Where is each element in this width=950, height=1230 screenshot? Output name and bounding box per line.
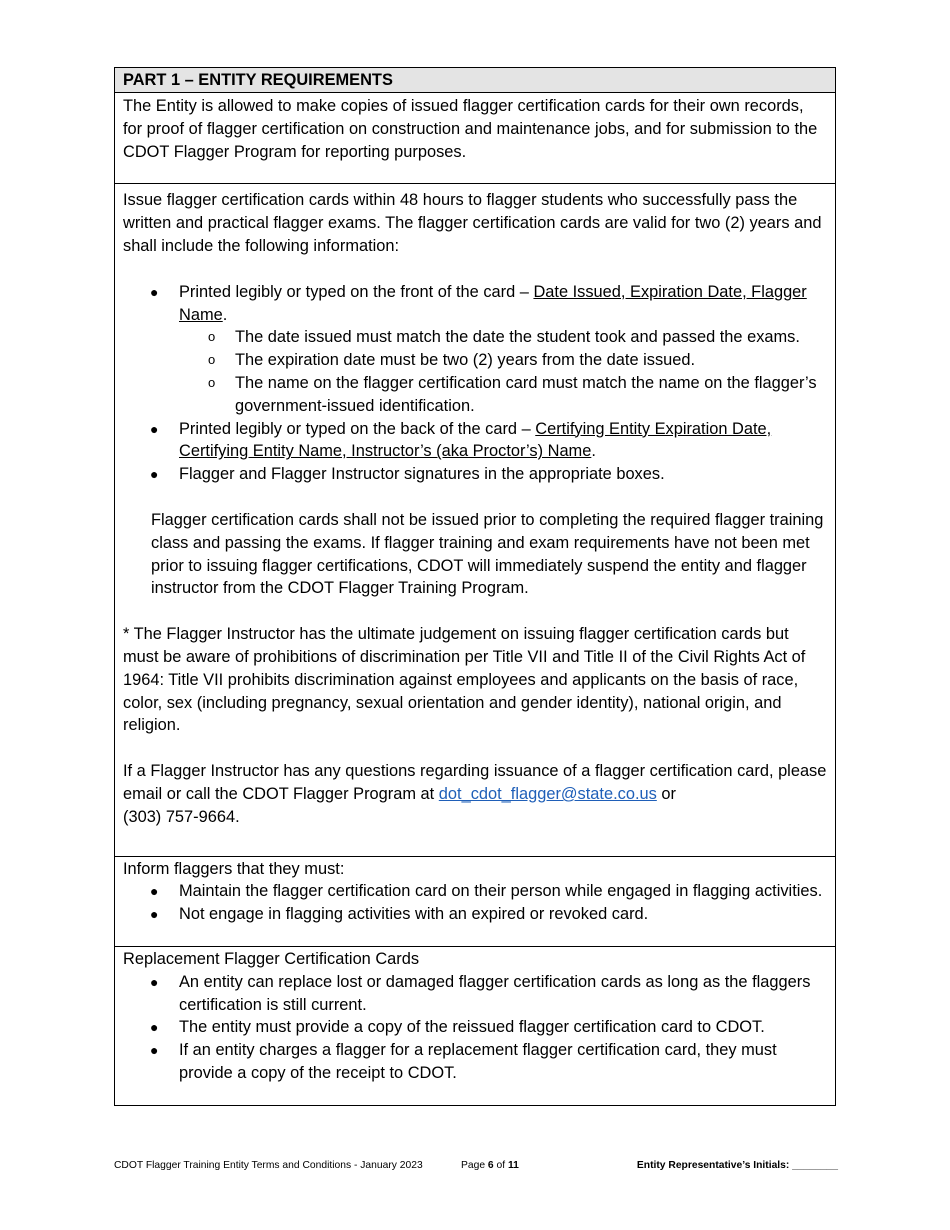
list-item: ● If an entity charges a flagger for a replacement flagger certification card, they must provide a copy of the receipt to CDOT.: [150, 1041, 777, 1082]
bullet-icon: ●: [150, 906, 159, 923]
replacement-list: [123, 971, 827, 1085]
suspension-text: Flagger certification cards shall not be issued prior to completing the required flagger training class and passing the exams. If flagger training and exam requirements have not been met prior to issuing flagger certifications, CDOT will immediately suspend the entity and flagger instructor from the CDOT Flagger Training Program.: [151, 510, 824, 598]
list-item: ● An entity can replace lost or damaged flagger certification cards as long as the flaggers certification is still current.: [150, 972, 811, 1014]
back-fields: Certifying Entity Expiration Date, Certifying Entity Name, Instructor’s (aka Proctor’s) Name: [179, 419, 772, 461]
replacement-cell: [115, 946, 835, 1105]
bullet-icon: ●: [150, 466, 159, 483]
sub-list-item: o The date issued must match the date the student took and passed the exams.: [235, 326, 827, 349]
inform-cell: [115, 856, 835, 946]
page-footer: [114, 1158, 838, 1174]
list-item: ● The entity must provide a copy of the reissued flagger certification card to CDOT.: [179, 1016, 827, 1039]
bullet-icon: ●: [150, 283, 159, 300]
issue-cell: [115, 183, 835, 855]
inform-heading: Inform flaggers that they must:: [123, 859, 345, 878]
bullet-icon: ●: [150, 1019, 159, 1036]
discrimination-text: * The Flagger Instructor has the ultimate judgement on issuing flagger certification cards but must be aware of prohibitions of discrimination per Title VII and Title II of the Civil Rights Act of 1964: Title VII prohibits discrimination against employees and applicants on the basis of race, color, sex (including pregnancy, sexual orientation and gender identity), national origin, and religion.: [123, 625, 806, 735]
initials-label: Entity Representative’s Initials: ________: [636, 1160, 838, 1171]
section-title: PART 1 – ENTITY REQUIREMENTS: [115, 68, 835, 92]
bullet-icon: ●: [150, 973, 159, 990]
bullet-icon: ●: [150, 1042, 159, 1059]
footer-doc-title: CDOT Flagger Training Entity Terms and Conditions - January 2023: [114, 1160, 423, 1171]
page-total: 11: [507, 1160, 519, 1171]
list-item: ● Printed legibly or typed on the back of the card – Certifying Entity Expiration Date, Certifying Entity Name, Instructor’s (aka Proctor’s) Name.: [150, 419, 772, 461]
inform-list: [123, 880, 827, 926]
list-item: ● Not engage in flagging activities with an expired or revoked card.: [179, 903, 827, 926]
front-sub-list: [179, 326, 827, 417]
issue-intro: Issue flagger certification cards within 48 hours to flagger students who successfully pass the written and practical flagger exams. The flagger certification cards are valid for two (2) years and shall include the following information:: [123, 191, 822, 255]
sub-list-item: o The expiration date must be two (2) years from the date issued.: [235, 349, 827, 372]
replacement-heading: Replacement Flagger Certification Cards: [123, 949, 420, 968]
list-item: ● Flagger and Flagger Instructor signatures in the appropriate boxes.: [179, 463, 827, 486]
contact-text: If a Flagger Instructor has any questions regarding issuance of a flagger certification card, please email or call the CDOT Flagger Program at dot_cdot_flagger@state.co.us or (303) 757-9664.: [123, 762, 827, 826]
bullet-icon: ●: [150, 420, 159, 437]
copies-cell: [115, 92, 835, 183]
circle-bullet-icon: o: [208, 329, 216, 345]
list-item: ● Maintain the flagger certification card on their person while engaged in flagging activities.: [179, 880, 827, 903]
email-link[interactable]: dot_cdot_flagger@state.co.us: [438, 784, 657, 803]
copies-text: The Entity is allowed to make copies of issued flagger certification cards for their own records, for proof of flagger certification on construction and maintenance jobs, and for submission to the CDOT Flagger Program for reporting purposes.: [123, 97, 818, 161]
entity-requirements-table: [114, 67, 836, 1106]
bullet-icon: ●: [150, 883, 159, 900]
circle-bullet-icon: o: [208, 352, 216, 368]
page-number: 6: [487, 1160, 494, 1171]
phone-number: (303) 757-9664.: [123, 807, 240, 826]
list-item: ● Printed legibly or typed on the front of the card – Date Issued, Expiration Date, Flagger Name. o The date issued must match the date the student took and passed the exams. o The expiration date must be two (2) years from the date issued. o The name on the flagger certification card must match the name on the flagger’s government-issued identification.: [179, 281, 827, 418]
circle-bullet-icon: o: [208, 374, 216, 390]
sub-list-item: o The name on the flagger certification card must match the name on the flagger’s government-issued identification.: [208, 373, 817, 415]
issue-list: [123, 281, 827, 486]
page-indicator: Page 6 of 11: [461, 1160, 519, 1171]
front-fields: Date Issued, Expiration Date, Flagger Name: [179, 282, 807, 324]
